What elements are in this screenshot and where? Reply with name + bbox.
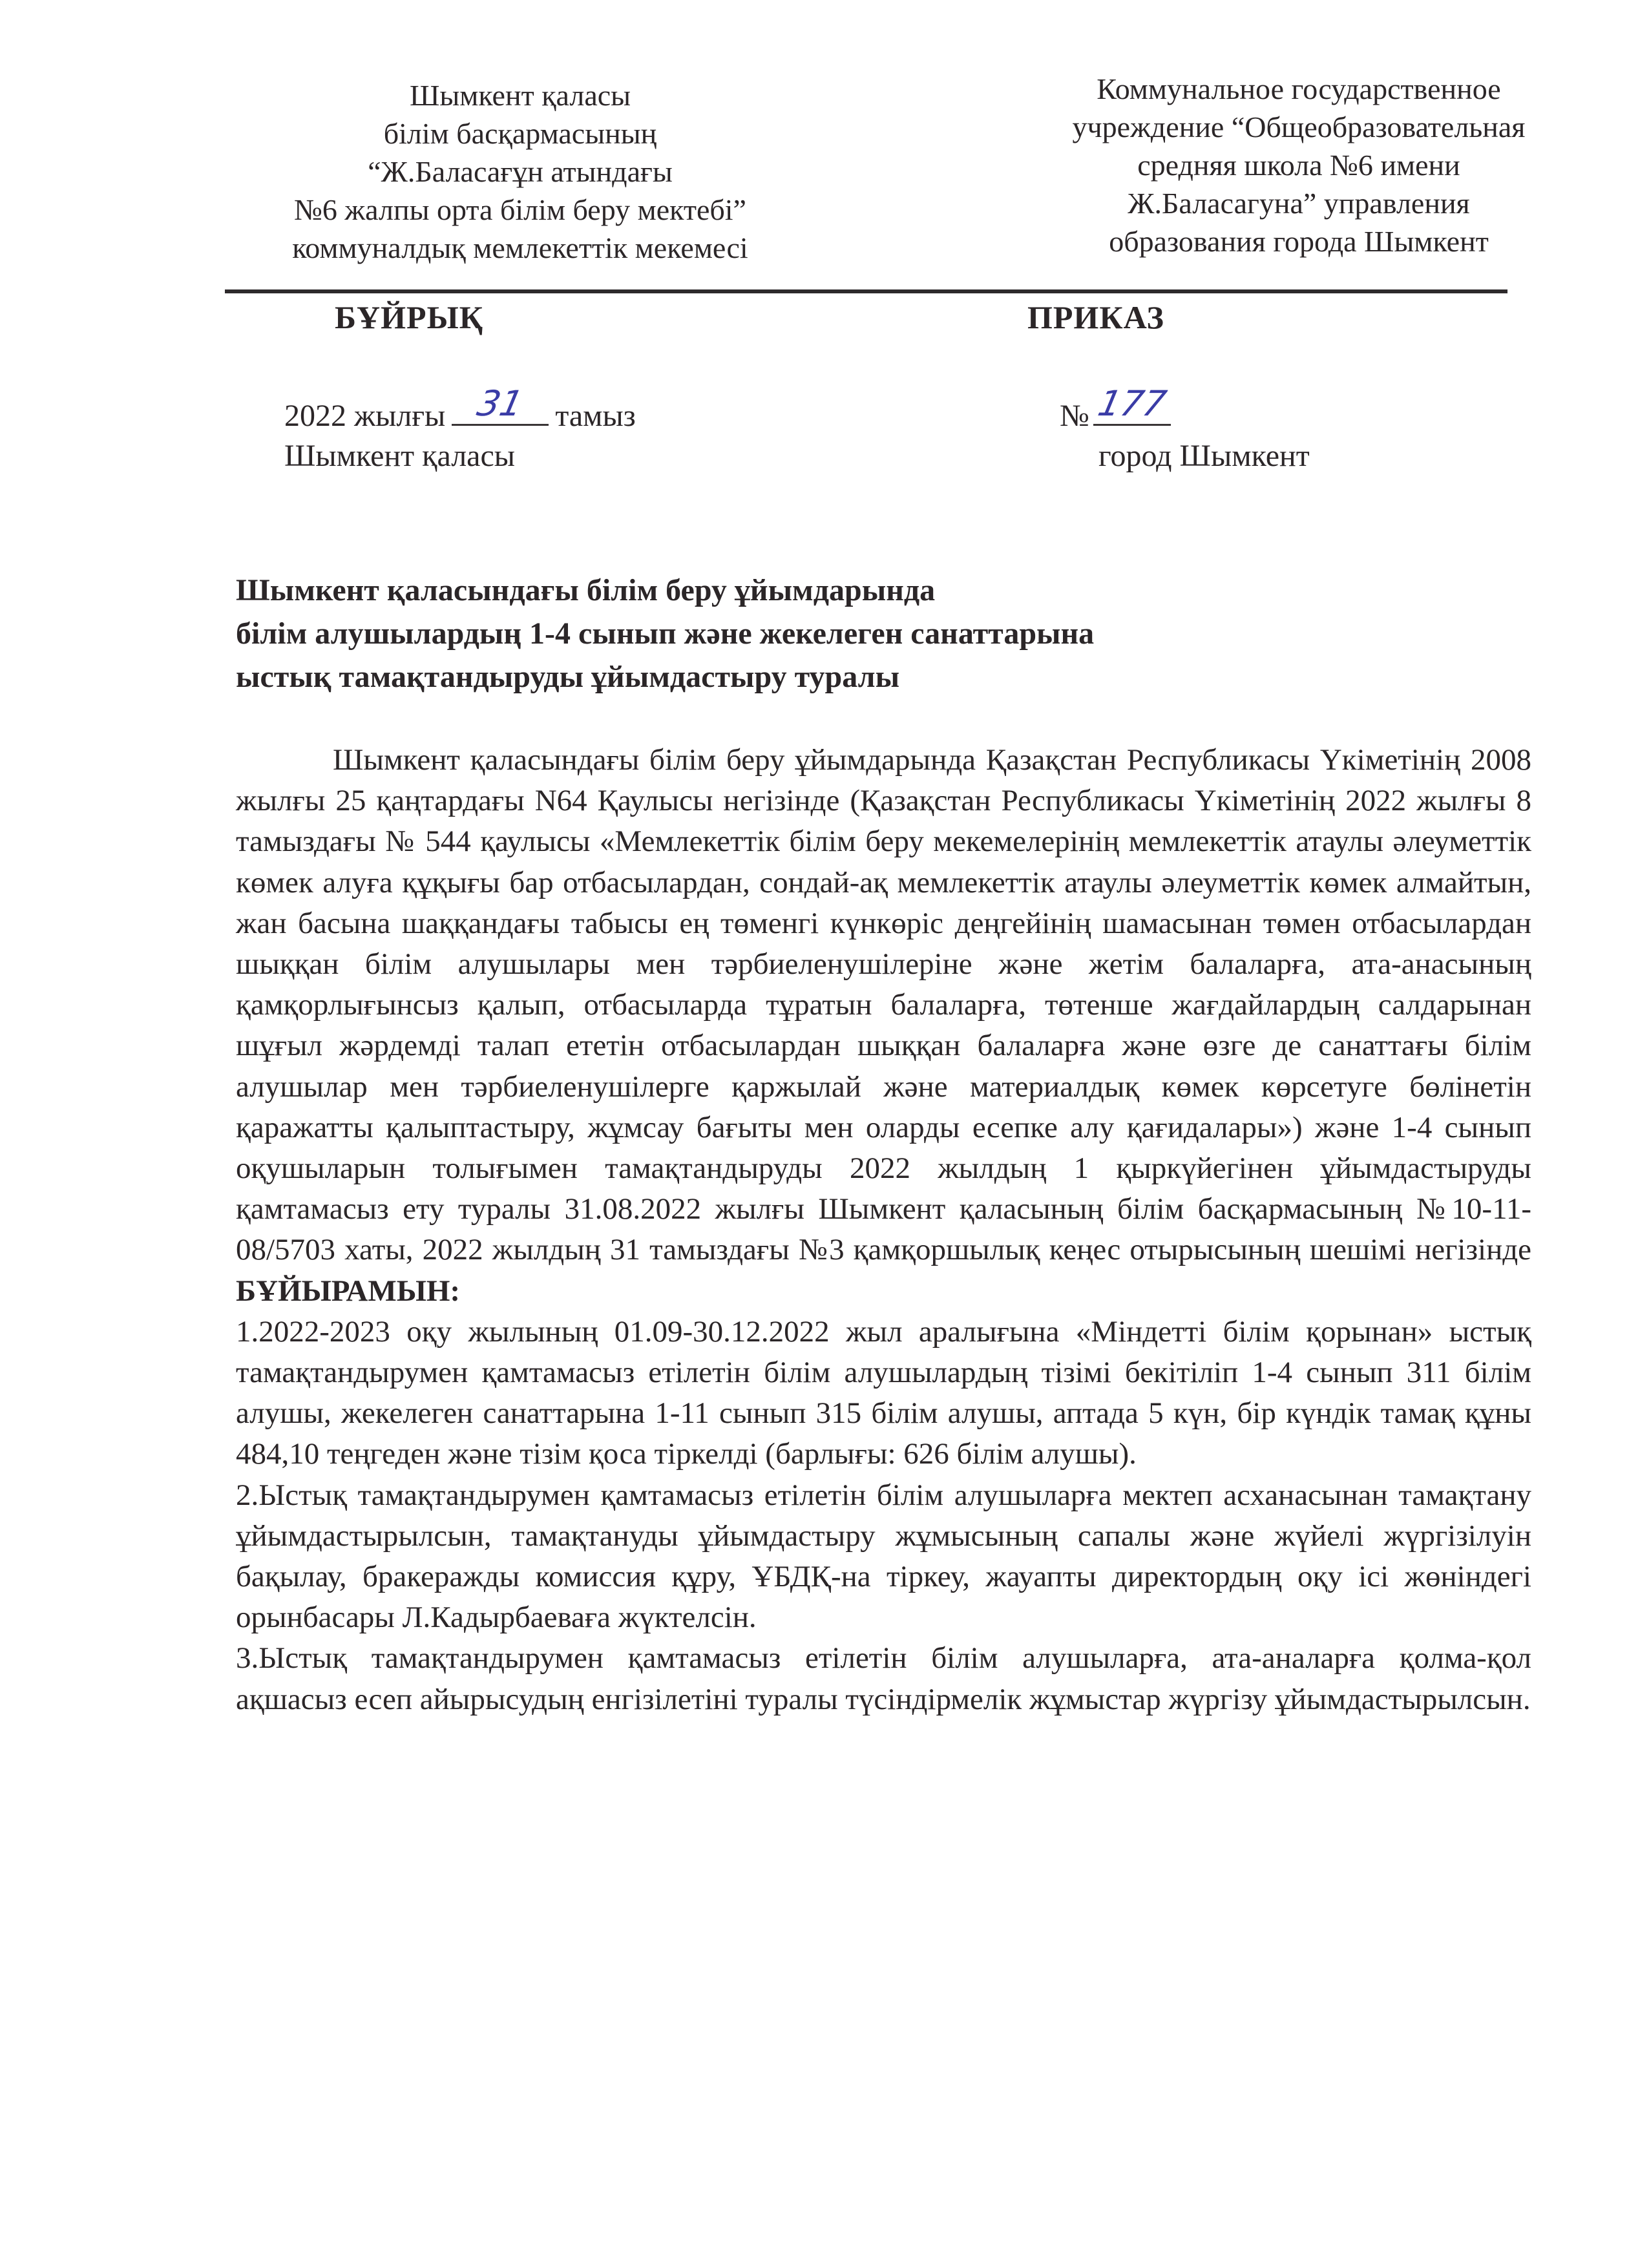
order-date-block: [284, 383, 636, 476]
day-blank: [452, 383, 549, 426]
handwritten-day: 31: [474, 383, 527, 424]
title-line: ыстық тамақтандыруды ұйымдастыру туралы: [236, 660, 900, 694]
order-body: [236, 740, 1531, 1720]
city-russian: город Шымкент: [1098, 439, 1310, 473]
number-blank: [1093, 383, 1171, 426]
order-date-line: [284, 383, 636, 436]
preamble-text: Шымкент қаласындағы білім беру ұйымдарында Қазақстан Республикасы Үкіметінің 2008 жылғы 25 қаңтардағы N64 Қаулысы негізінде (Қазақстан Республикасы Үкіметінің 2022 жылғы 8 тамыздағы № 544 қаулысы «Мемлекеттік білім беру мекемелерінің мемлекеттік атаулы әлеуметтік көмек алуға құқығы бар отбасылардан, сондай-ақ мемлекеттік атаулы әлеуметтік көмек алмайтын, жан басына шаққандағы табысы ең төменгі күнкөріс деңгейінің шамасынан төмен отбасылардан шыққан білім алушылары мен тәрбиеленушілеріне және жетім балаларға, ата-анасының қамқорлығынсыз қалып, отбасыларда тұратын балаларға, төтенше жағдайлардың салдарынан шұғыл жәрдемді талап ететін отбасылардан шыққан балаларға және өзге де санаттағы білім алушылар мен тәрбиеленушілерге қаржылай және материалдық көмек көрсетуге бөлінетін қаражатты қалыптастыру, жұмсау бағыты мен оларды есепке алу қағидалары») және 1-4 сынып оқушыларын толығымен тамақтандыруды 2022 жылдың 1 қыркүйегінен ұйымдастыруды қамтамасыз ету туралы 31.08.2022 жылғы Шымкент қаласының білім басқармасының №10-11-08/5703 хаты, 2022 жылдың 31 тамыздағы №3 қамқоршылық кеңес отырысының шешімі негізінде: [236, 743, 1531, 1267]
order-title: [236, 569, 1464, 698]
title-line: Шымкент қаласындағы білім беру ұйымдарында: [236, 573, 936, 607]
order-item-1: 1.2022-2023 оқу жылының 01.09-30.12.2022 жыл аралығына «Міндетті білім қорынан» ыстық тамақтандырумен қамтамасыз етілетін білім алушылардың тізімі бекітіліп 1-4 сынып 311 білім алушы, жекелеген санаттарына 1-11 сынып 315 білім алушы, аптада 5 күн, бір күндік тамақ құны 484,10 теңгеден және тізім қоса тіркелді (барлығы: 626 білім алушы).: [236, 1314, 1531, 1471]
order-item-2: 2.Ыстық тамақтандырумен қамтамасыз етілетін білім алушыларға мектеп асханасынан тамақтану ұйымдастырылсын, тамақтануды ұйымдастыру жұмысының сапалы және жүйелі жүргізілуін бақылау, бракеражды комиссия құру, ҰБДҚ-на тіркеу, жауапты директордың оқу ісі жөніндегі орынбасары Л.Кадырбаеваға жүктелсін.: [236, 1478, 1531, 1635]
document-type-kazakh: БҰЙРЫҚ: [335, 299, 483, 335]
letterhead-line: Коммунальное государственное: [1097, 72, 1501, 105]
letterhead-line: Шымкент қаласы: [409, 79, 631, 112]
title-line: білім алушылардың 1-4 сынып және жекелеген санаттарына: [236, 616, 1095, 651]
letterhead-line: средняя школа №6 имени: [1137, 149, 1460, 182]
document-type-russian: ПРИКАЗ: [1027, 299, 1164, 335]
letterhead-line: білім басқармасының: [383, 117, 657, 150]
year-prefix: 2022 жылғы: [284, 399, 446, 433]
letterhead-russian: [1021, 70, 1577, 260]
preamble-paragraph: [236, 740, 1531, 1312]
letterhead-line: Ж.Баласагуна” управления: [1128, 187, 1470, 220]
handwritten-number: 177: [1094, 383, 1170, 424]
month: тамыз: [555, 399, 636, 433]
letterhead-line: учреждение “Общеобразовательная: [1072, 110, 1526, 143]
order-word: БҰЙЫРАМЫН:: [236, 1274, 461, 1308]
order-item-3: 3.Ыстық тамақтандырумен қамтамасыз етілетін білім алушыларға, ата-аналарға қолма-қол ақшасыз есеп айырысудың енгізілетіні туралы түсіндірмелік жұмыстар жүргізу ұйымдастырылсын.: [236, 1641, 1531, 1716]
order-number-block: [1060, 383, 1310, 476]
order-number-line: [1060, 383, 1310, 436]
letterhead-kazakh: [213, 76, 827, 267]
letterhead-line: “Ж.Баласағұн атындағы: [368, 155, 673, 188]
letterhead-line: образования города Шымкент: [1109, 225, 1489, 258]
city-kazakh: Шымкент қаласы: [284, 439, 515, 473]
letterhead-line: коммуналдық мемлекеттік мекемесі: [292, 231, 748, 264]
number-sign: №: [1060, 399, 1089, 433]
letterhead-line: №6 жалпы орта білім беру мектебі”: [294, 193, 746, 226]
letterhead-divider: [225, 289, 1507, 293]
